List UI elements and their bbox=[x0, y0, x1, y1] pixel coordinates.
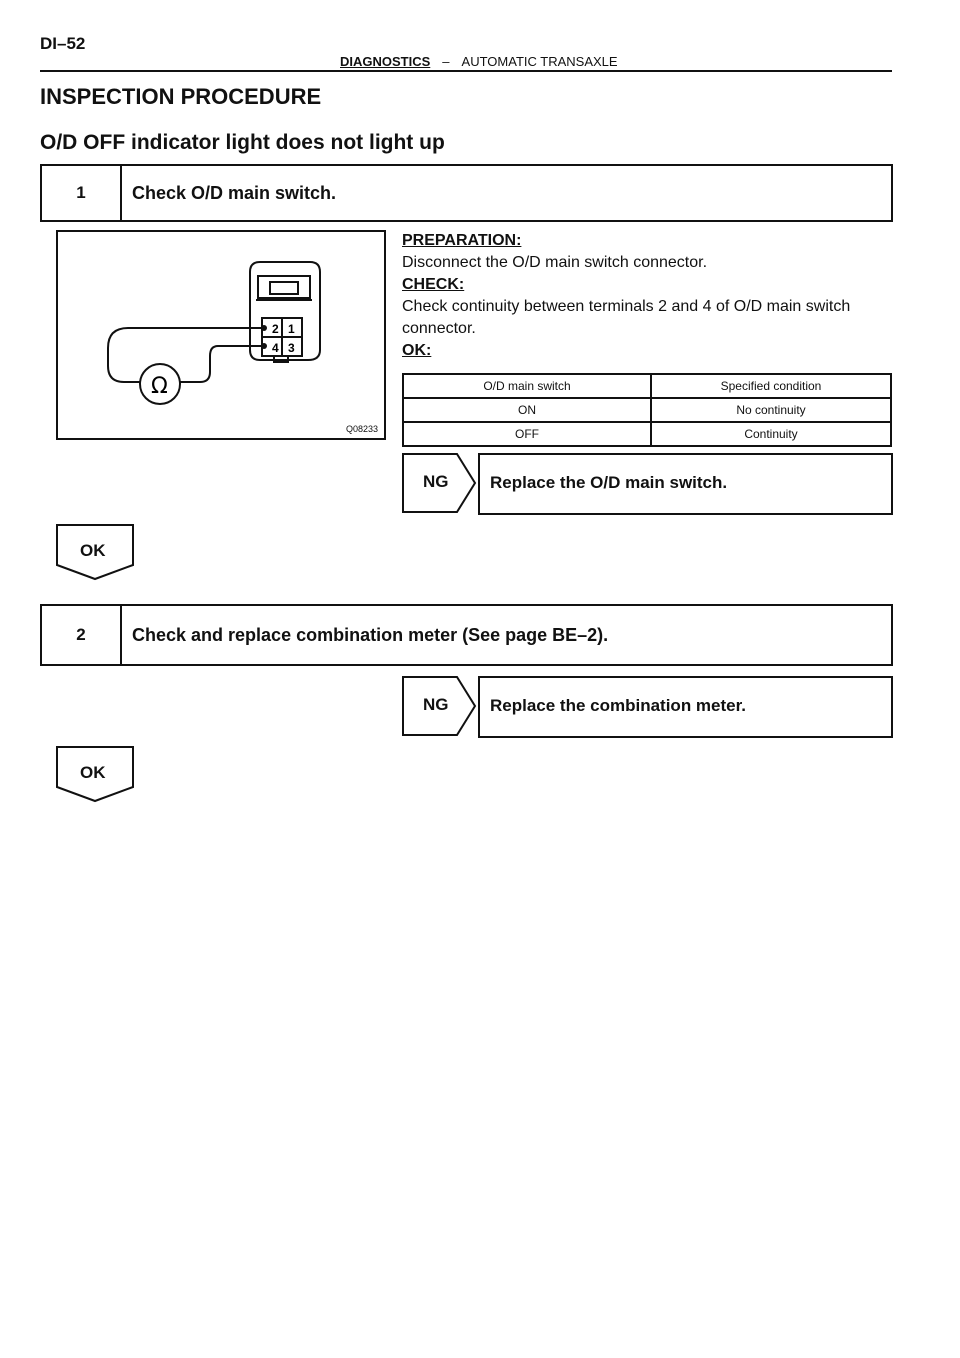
table-row bbox=[403, 422, 891, 446]
probe-tip-1 bbox=[261, 325, 267, 331]
ng-action-2: Replace the combination meter. bbox=[490, 696, 747, 715]
ohmmeter-connector-illustration bbox=[58, 232, 388, 442]
step-2-title: Check and replace combination meter (See page BE–2). bbox=[132, 624, 609, 645]
header-rule bbox=[40, 70, 892, 72]
header-separator: – bbox=[442, 54, 450, 69]
terminal-1-label: 1 bbox=[288, 322, 295, 336]
connector-diagram bbox=[56, 230, 386, 440]
table-cell: ON bbox=[403, 398, 651, 422]
table-header-row bbox=[403, 374, 891, 398]
ng-label-1: NG bbox=[423, 472, 449, 491]
page-title: INSPECTION PROCEDURE bbox=[40, 84, 322, 109]
ok-badge-label-1: OK bbox=[80, 541, 106, 560]
subsection-name: AUTOMATIC TRANSAXLE bbox=[461, 54, 618, 69]
check-label: CHECK: bbox=[402, 276, 465, 293]
figure-id: Q08233 bbox=[345, 424, 378, 434]
ng-action-1: Replace the O/D main switch. bbox=[490, 473, 728, 492]
probe-tip-2 bbox=[261, 343, 267, 349]
table-cell: No continuity bbox=[651, 398, 891, 422]
step-1-header bbox=[40, 164, 893, 222]
table-cell: OFF bbox=[403, 422, 651, 446]
check-text: Check continuity between terminals 2 and 4 of O/D main switch connector. bbox=[402, 298, 851, 337]
table-cell: Continuity bbox=[651, 422, 891, 446]
table-header: O/D main switch bbox=[403, 374, 651, 398]
section-header bbox=[340, 54, 618, 69]
preparation-text: Disconnect the O/D main switch connector. bbox=[402, 254, 708, 271]
ohm-symbol: Ω bbox=[151, 374, 168, 399]
table-header: Specified condition bbox=[651, 374, 891, 398]
step-1-instructions bbox=[402, 230, 897, 362]
step-1-number: 1 bbox=[42, 166, 122, 220]
ng-label-2: NG bbox=[423, 695, 449, 714]
ok-badge-label-2: OK bbox=[80, 763, 106, 782]
spec-table bbox=[402, 373, 892, 447]
table-row bbox=[403, 398, 891, 422]
terminal-4-label: 4 bbox=[272, 341, 279, 355]
section-name: DIAGNOSTICS bbox=[340, 54, 431, 69]
step-2-header bbox=[40, 604, 893, 666]
ok-label: OK: bbox=[402, 342, 432, 359]
page-code: DI–52 bbox=[40, 34, 86, 53]
procedure-title: O/D OFF indicator light does not light up bbox=[40, 131, 445, 154]
terminal-2-label: 2 bbox=[272, 322, 279, 336]
step-2-number: 2 bbox=[42, 606, 122, 664]
terminal-3-label: 3 bbox=[288, 341, 295, 355]
step-1-title: Check O/D main switch. bbox=[132, 182, 337, 203]
preparation-label: PREPARATION: bbox=[402, 232, 522, 249]
